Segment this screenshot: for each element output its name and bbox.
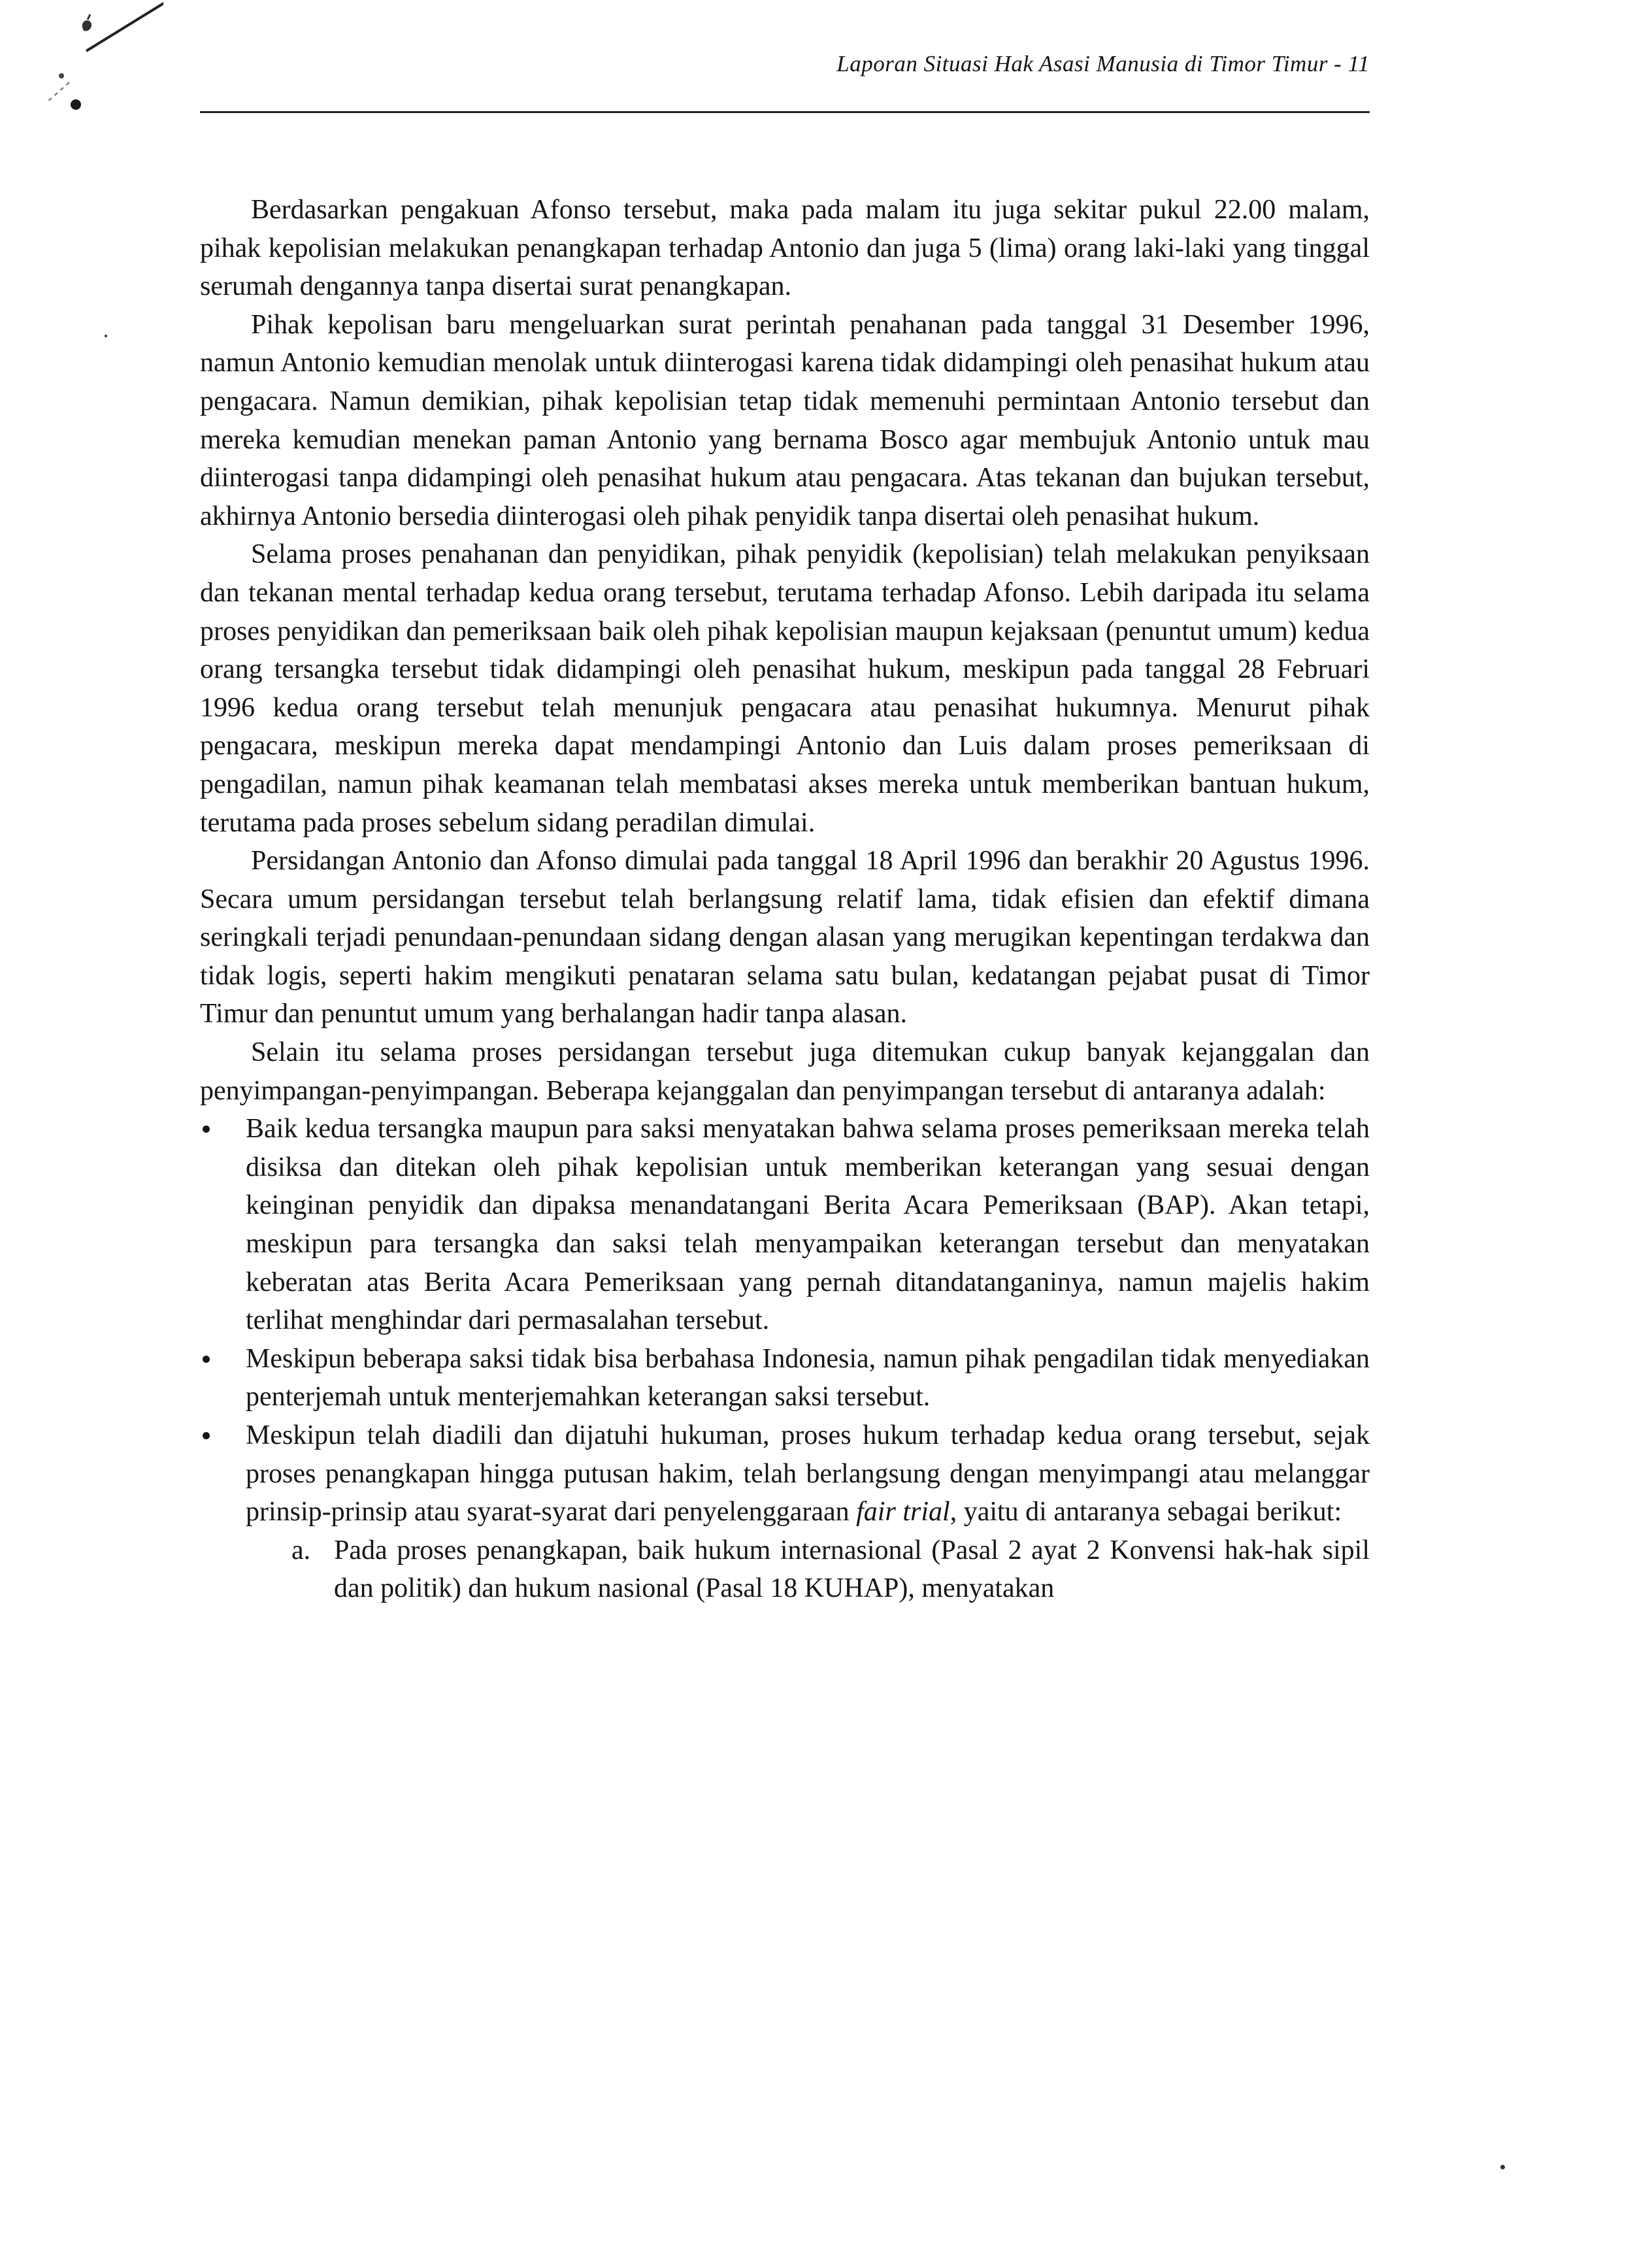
- bullet-item: [200, 1110, 1370, 1340]
- paragraph: Selama proses penahanan dan penyidikan, pihak penyidik (kepolisian) telah melakukan penyiksaan dan tekanan mental terhadap kedua orang tersebut, terutama terhadap Afonso. Lebih daripada itu selama proses penyidikan dan pemeriksaan baik oleh pihak kepolisian maupun kejaksaan (penuntut umum) kedua orang tersangka tersebut tidak didampingi oleh penasihat hukum, meskipun pada tanggal 28 Februari 1996 kedua orang tersebut telah menunjuk pengacara atau penasihat hukumnya. Menurut pihak pengacara, meskipun mereka dapat mendampingi Antonio dan Luis dalam proses pemeriksaan di pengadilan, namun pihak keamanan telah membatasi akses mereka untuk memberikan bantuan hukum, terutama pada proses sebelum sidang peradilan dimulai.: [200, 539, 1370, 838]
- bullet-text: Meskipun telah diadili dan dijatuhi hukuman, proses hukum terhadap kedua orang tersebut, sejak proses penangkapan hingga putusan hakim, telah berlangsung dengan menyimpangi atau melanggar prinsip-prinsip atau syarat-syarat dari penyelenggaraan: [246, 1420, 1370, 1528]
- scan-pen-mark: [13, 0, 163, 131]
- bullet-item: [200, 1416, 1370, 1608]
- bullet-text-tail: , yaitu di antaranya sebagai berikut:: [950, 1497, 1342, 1528]
- header-divider: [200, 111, 1370, 113]
- bullet-icon: [203, 1356, 210, 1363]
- scan-speck: [105, 335, 107, 337]
- running-header: Laporan Situasi Hak Asasi Manusia di Timor Timur - 11: [836, 51, 1370, 76]
- sub-item-marker: a.: [291, 1535, 311, 1565]
- paragraph: Berdasarkan pengakuan Afonso tersebut, maka pada malam itu juga sekitar pukul 22.00 malam, pihak kepolisian melakukan penangkapan terhadap Antonio dan juga 5 (lima) orang laki-laki yang tinggal serumah dengannya tanpa disertai surat penangkapan.: [200, 195, 1370, 302]
- bullet-text: Baik kedua tersangka maupun para saksi menyatakan bahwa selama proses pemeriksaan mereka telah disiksa dan ditekan oleh pihak kepolisian untuk memberikan keterangan yang sesuai dengan keinginan penyidik dan dipaksa menandatangani Berita Acara Pemeriksaan (BAP). Akan tetapi, meskipun para tersangka dan saksi telah menyampaikan keterangan tersebut dan menyatakan keberatan atas Berita Acara Pemeriksaan yang pernah ditandatanganinya, namun majelis hakim terlihat menghindar dari permasalahan tersebut.: [246, 1114, 1370, 1336]
- sub-list: [246, 1531, 1370, 1608]
- body-text: [200, 191, 1370, 1608]
- scan-speck: [1500, 2165, 1505, 2169]
- bullet-icon: [203, 1126, 210, 1133]
- sub-item-text: Pada proses penangkapan, baik hukum internasional (Pasal 2 ayat 2 Konvensi hak-hak sipil dan politik) dan hukum nasional (Pasal 18 KUHAP), menyatakan: [334, 1535, 1370, 1604]
- sub-item: [246, 1531, 1370, 1608]
- bullet-item: [200, 1340, 1370, 1416]
- paragraph: Persidangan Antonio dan Afonso dimulai pada tanggal 18 April 1996 dan berakhir 20 Agustus 1996. Secara umum persidangan tersebut telah berlangsung relatif lama, tidak efisien dan efektif dimana seringkali terjadi penundaan-penundaan sidang dengan alasan yang merugikan kepentingan terdakwa dan tidak logis, seperti hakim mengikuti penataran selama satu bulan, kedatangan pejabat pusat di Timor Timur dan penuntut umum yang berhalangan hadir tanpa alasan.: [200, 846, 1370, 1029]
- emphasis-fair-trial: fair trial: [856, 1497, 950, 1528]
- bullet-list: [200, 1110, 1370, 1608]
- paragraph: Selain itu selama proses persidangan tersebut juga ditemukan cukup banyak kejanggalan dan penyimpangan-penyimpangan. Beberapa kejanggalan dan penyimpangan tersebut di antaranya adalah:: [200, 1037, 1370, 1106]
- bullet-text: Meskipun beberapa saksi tidak bisa berbahasa Indonesia, namun pihak pengadilan tidak menyediakan penterjemah untuk menterjemahkan keterangan saksi tersebut.: [246, 1343, 1370, 1412]
- paragraph: Pihak kepolisan baru mengeluarkan surat perintah penahanan pada tanggal 31 Desember 1996, namun Antonio kemudian menolak untuk diinterogasi karena tidak didampingi oleh penasihat hukum atau pengacara. Namun demikian, pihak kepolisian tetap tidak memenuhi permintaan Antonio tersebut dan mereka kemudian menekan paman Antonio yang bernama Bosco agar membujuk Antonio untuk mau diinterogasi tanpa didampingi oleh penasihat hukum atau pengacara. Atas tekanan dan bujukan tersebut, akhirnya Antonio bersedia diinterogasi oleh pihak penyidik tanpa disertai oleh penasihat hukum.: [200, 309, 1370, 531]
- bullet-icon: [203, 1432, 210, 1439]
